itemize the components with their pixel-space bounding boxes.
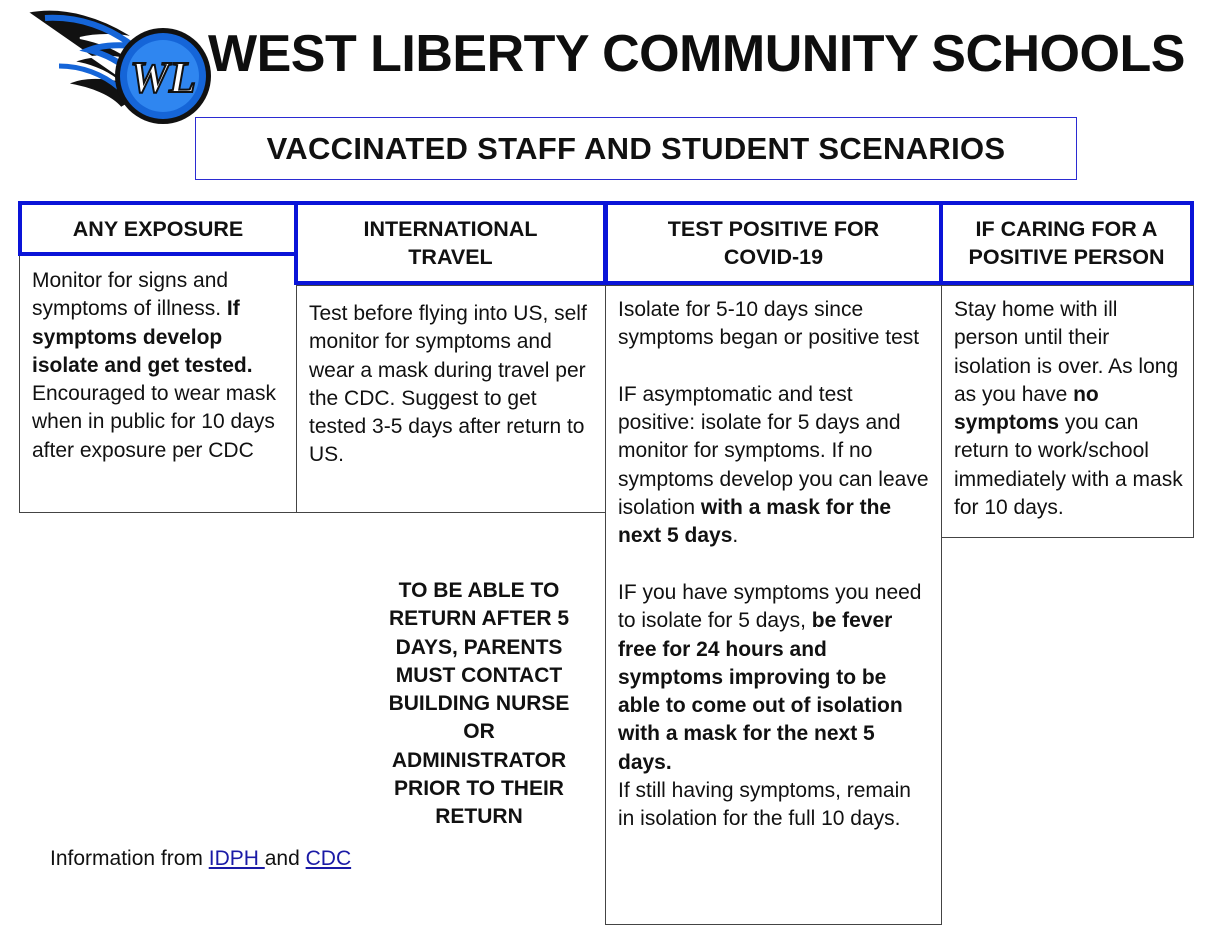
column-header-line: ANY EXPOSURE	[72, 216, 244, 241]
info-middle: and	[264, 847, 306, 870]
body-paragraph	[32, 267, 288, 465]
column-body-text	[309, 300, 597, 470]
body-text-run: you can return to work/school immediately with a mask for 10 days.	[954, 411, 1183, 520]
return-note-line: PRIOR TO THEIR	[394, 777, 564, 801]
bold-text: be fever free for 24 hours and symptoms improving to be able to come out of isolation with a mask for the next 5 days.	[618, 609, 903, 774]
body-paragraph	[618, 579, 933, 777]
column-header-text	[668, 215, 879, 271]
body-text-run: Encouraged to wear mask when in public for 10 days after exposure per CDC	[32, 382, 276, 462]
body-paragraph	[618, 381, 933, 551]
column-header-line: TEST POSITIVE FOR	[667, 217, 880, 241]
body-text-run: IF you have symptoms you need to isolate for 5 days,	[618, 580, 922, 633]
column-header-international-travel	[294, 201, 607, 285]
body-text-run: Stay home with ill person until their isolation is over. As long as you have	[954, 298, 1179, 406]
body-paragraph	[618, 777, 933, 834]
column-header-caring-for-positive	[939, 201, 1194, 285]
body-text-run: .	[732, 524, 739, 548]
column-header-text	[73, 215, 243, 243]
return-note-line: ADMINISTRATOR	[391, 748, 567, 772]
column-header-test-positive	[604, 201, 943, 285]
body-text-run: Monitor for signs and symptoms of illness.	[32, 269, 229, 321]
body-text-run: IF asymptomatic and test positive: isolate for 5 days and monitor for symptoms. If no symptoms develop you can leave isolation	[618, 382, 929, 520]
info-prefix: Information from	[50, 847, 209, 870]
column-header-any-exposure	[18, 201, 298, 256]
column-header-text	[364, 215, 538, 271]
idph-link[interactable]: IDPH	[208, 847, 265, 870]
body-text-run: Isolate for 5-10 days since symptoms began or positive test	[618, 298, 920, 350]
body-text-run: Test before flying into US, self monitor for symptoms and wear a mask during travel per the CDC. Suggest to get tested 3-5 days after return to US.	[309, 302, 587, 467]
page-title: WEST LIBERTY COMMUNITY SCHOOLS	[208, 25, 1185, 83]
return-note-line: RETURN AFTER 5	[388, 607, 570, 631]
subtitle-box	[195, 117, 1077, 180]
column-header-line: IF CARING FOR A	[975, 217, 1158, 241]
bold-text: If symptoms develop isolate and get tested.	[32, 297, 253, 377]
return-note-line: DAYS, PARENTS	[395, 635, 563, 659]
bold-text: with a mask for the next 5 days	[618, 496, 892, 548]
column-body-any-exposure	[19, 255, 297, 513]
paragraph-gap	[618, 353, 933, 381]
logo-monogram: WL	[130, 53, 196, 102]
body-paragraph	[309, 300, 597, 470]
column-body-international-travel	[296, 285, 606, 513]
cdc-link[interactable]: CDC	[305, 847, 352, 870]
body-paragraph	[618, 296, 933, 353]
paragraph-gap	[618, 551, 933, 579]
column-header-line: TRAVEL	[408, 245, 493, 269]
return-note-line: MUST CONTACT	[395, 663, 563, 687]
column-body-test-positive	[605, 285, 942, 925]
body-paragraph	[954, 296, 1185, 522]
information-source	[50, 845, 351, 873]
column-body-text	[618, 296, 933, 834]
flame-logo-icon	[25, 4, 215, 132]
column-header-text	[969, 215, 1165, 271]
column-body-text	[954, 296, 1185, 522]
column-header-line: INTERNATIONAL	[363, 217, 538, 241]
return-note-line: BUILDING NURSE	[388, 692, 570, 716]
return-note-line: OR	[463, 720, 495, 744]
bold-text: no symptoms	[954, 382, 1099, 435]
column-body-text	[32, 267, 288, 465]
page-subtitle: VACCINATED STAFF AND STUDENT SCENARIOS	[266, 130, 1006, 166]
return-instructions-note	[358, 577, 600, 832]
school-logo	[25, 4, 215, 132]
return-note-line: RETURN	[435, 805, 523, 829]
return-note-line: TO BE ABLE TO	[398, 579, 560, 602]
column-body-caring-for-positive	[941, 285, 1194, 538]
column-header-line: POSITIVE PERSON	[968, 245, 1165, 269]
body-text-run: If still having symptoms, remain in isolation for the full 10 days.	[618, 779, 911, 831]
column-header-line: COVID-19	[723, 245, 824, 269]
